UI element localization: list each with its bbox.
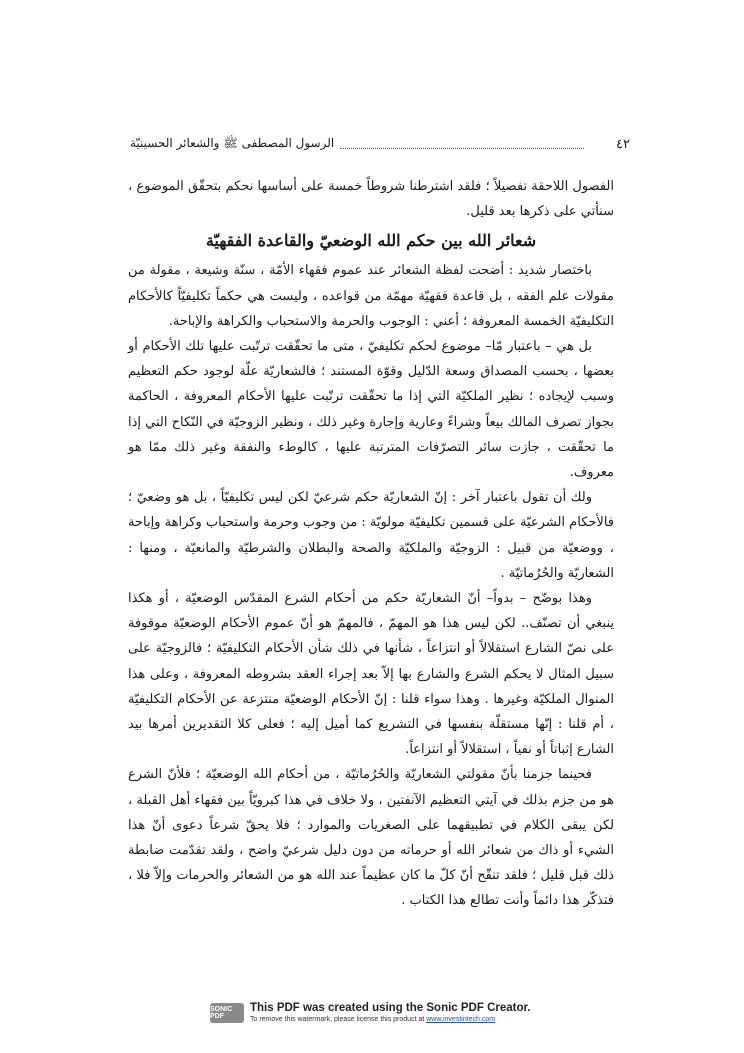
watermark-link[interactable]: www.investintech.com: [426, 1016, 496, 1023]
section-heading: شعائر الله بين حكم الله الوضعيّ والقاعدة الفقهيّة: [205, 231, 537, 251]
watermark-text: [250, 1002, 531, 1024]
paragraph: بل هي – باعتبار مّا– موضوع لحكم تكليفيّ ، متى ما تحقّقت ترتّبت عليها تلك الأحكام أو بعضها ، بحسب المصداق وسعة الدّليل وقوّة المستند ؛ فالشعاريّة علّة لوجود حكم التعظيم وسبب لإيجاده ؛ نظير الملكيّة التي إذا ما تحقّقت ترتّبت عليها الأحكام المعروفة ، الحاكمة بجواز تصرف المالك بيعاً وشراءً وعارية وإجارة وغير ذلك ، ونظير الزوجيّة في النّكاح التي إذا ما تحقّقت ، جازت سائر التصرّفات المترتبة عليها ، كالوطء والنفقة وغير ذلك ممّا هو معروف.: [128, 339, 614, 481]
paragraph: باختصار شديد : أضحت لفظة الشعائر عند عموم فقهاء الأمّة ، سنّة وشيعة ، مقولة من مقولات علم الفقه ، بل قاعدة فقهيّة مهمّة من قواعده ، وليست هي حكماً تكليفيّاً كالأحكام التكليفيّة الخمسة المعروفة ؛ أعني : الوجوب والحرمة والاستحباب والكراهة والإباحة.: [128, 263, 614, 329]
header-dotted-leader: [340, 140, 584, 149]
watermark-line2-prefix: To remove this watermark, please license this product at: [250, 1016, 427, 1023]
watermark-line2: [250, 1015, 531, 1024]
paragraph: فحينما جزمنا بأنّ مقولتي الشعاريّة والحُرُماتيّة ، من أحكام الله الوضعيّة ؛ فلأنّ الشرع هو من جزم بذلك في آيتي التعظيم الآنفتين ، ولا خلاف في هذا كبرويّاً بين فقهاء أهل القبلة ، لكن يبقى الكلام في تطبيقهما على الصغريات والموارد ؛ فلا يحقّ شرعاً دعوى أنّ هذا الشيء أو ذاك من شعائر الله أو حرماته من دون دليل شرعيّ واضح ، ولقد تقدّمت ضابطة ذلك قبل قليل ؛ فلقد تنقّح أنّ كلّ ما كان عظيماً عند الله هو من الشعائر والحرمات وإلاّ فلا ، فتذكّر هذا دائماً وأنت تطالع هذا الكتاب .: [128, 767, 614, 909]
pdf-watermark: [210, 1000, 540, 1026]
paragraph: وهذا بوضّح – بدواً– أنّ الشعاريّة حكم من أحكام الشرع المقدّس الوضعيّة ، أو هكذا ينبغي أن تصنّف.. لكن ليس هذا هو المهمّ ، فالمهمّ هو أنّ عموم الأحكام الوضعيّة موقوفة على نصّ الشارع استقلالاً أو انتزاعاً ، شأنها في ذلك شأن الأحكام التكليفيّة ؛ فالزوجيّة على سبيل المثال لا يحكم الشرع والشارع بها إلاّ بعد إجراء العقد بشروطه المعروفة ، وعلى هذا المنوال الملكيّة وغيرها . وهذا سواء قلنا : إنّ الأحكام الوضعيّة منتزعة عن الأحكام التكليفيّة ، أم قلنا : إنّها مستقلّة بنفسها في التشريع كما أميل إليه ؛ فعلى كلا التقديرين أمرها بيد الشارع إثباتاً أو نفياً ، استقلالاً أو انتزاعاً.: [128, 591, 614, 758]
sonic-pdf-logo-icon: SONIC PDF: [210, 1003, 244, 1023]
page-number: ٤٢: [616, 136, 630, 152]
page-header: [130, 134, 630, 154]
watermark-line1: This PDF was created using the Sonic PDF Creator.: [250, 1002, 531, 1014]
running-title: الرسول المصطفى ﷺ والشعائر الحسينيّة: [130, 135, 335, 150]
paragraph: الفصول اللاحقة تفصيلاً ؛ فلقد اشترطنا شروطاً خمسة على أساسها نحكم بتحقّق الموضوع ، سنأتي على ذكرها بعد قليل.: [128, 179, 614, 220]
paragraph: ولك أن تقول باعتبار آخر : إنّ الشعاريّة حكم شرعيّ لكن ليس تكليفيّاً ، بل هو وضعيّ ؛ فالأحكام الشرعيّة على قسمين تكليفيّة مولويّة : من وجوب وحرمة واستحباب وكراهة وإباحة ، ووضعيّة من قبيل : الزوجيّة والملكيّة والصحة والبطلان والشرطيّة والمانعيّة ، ومنها : الشعاريّة والحُرُماتيّة .: [128, 490, 614, 581]
body-text: [128, 174, 614, 914]
